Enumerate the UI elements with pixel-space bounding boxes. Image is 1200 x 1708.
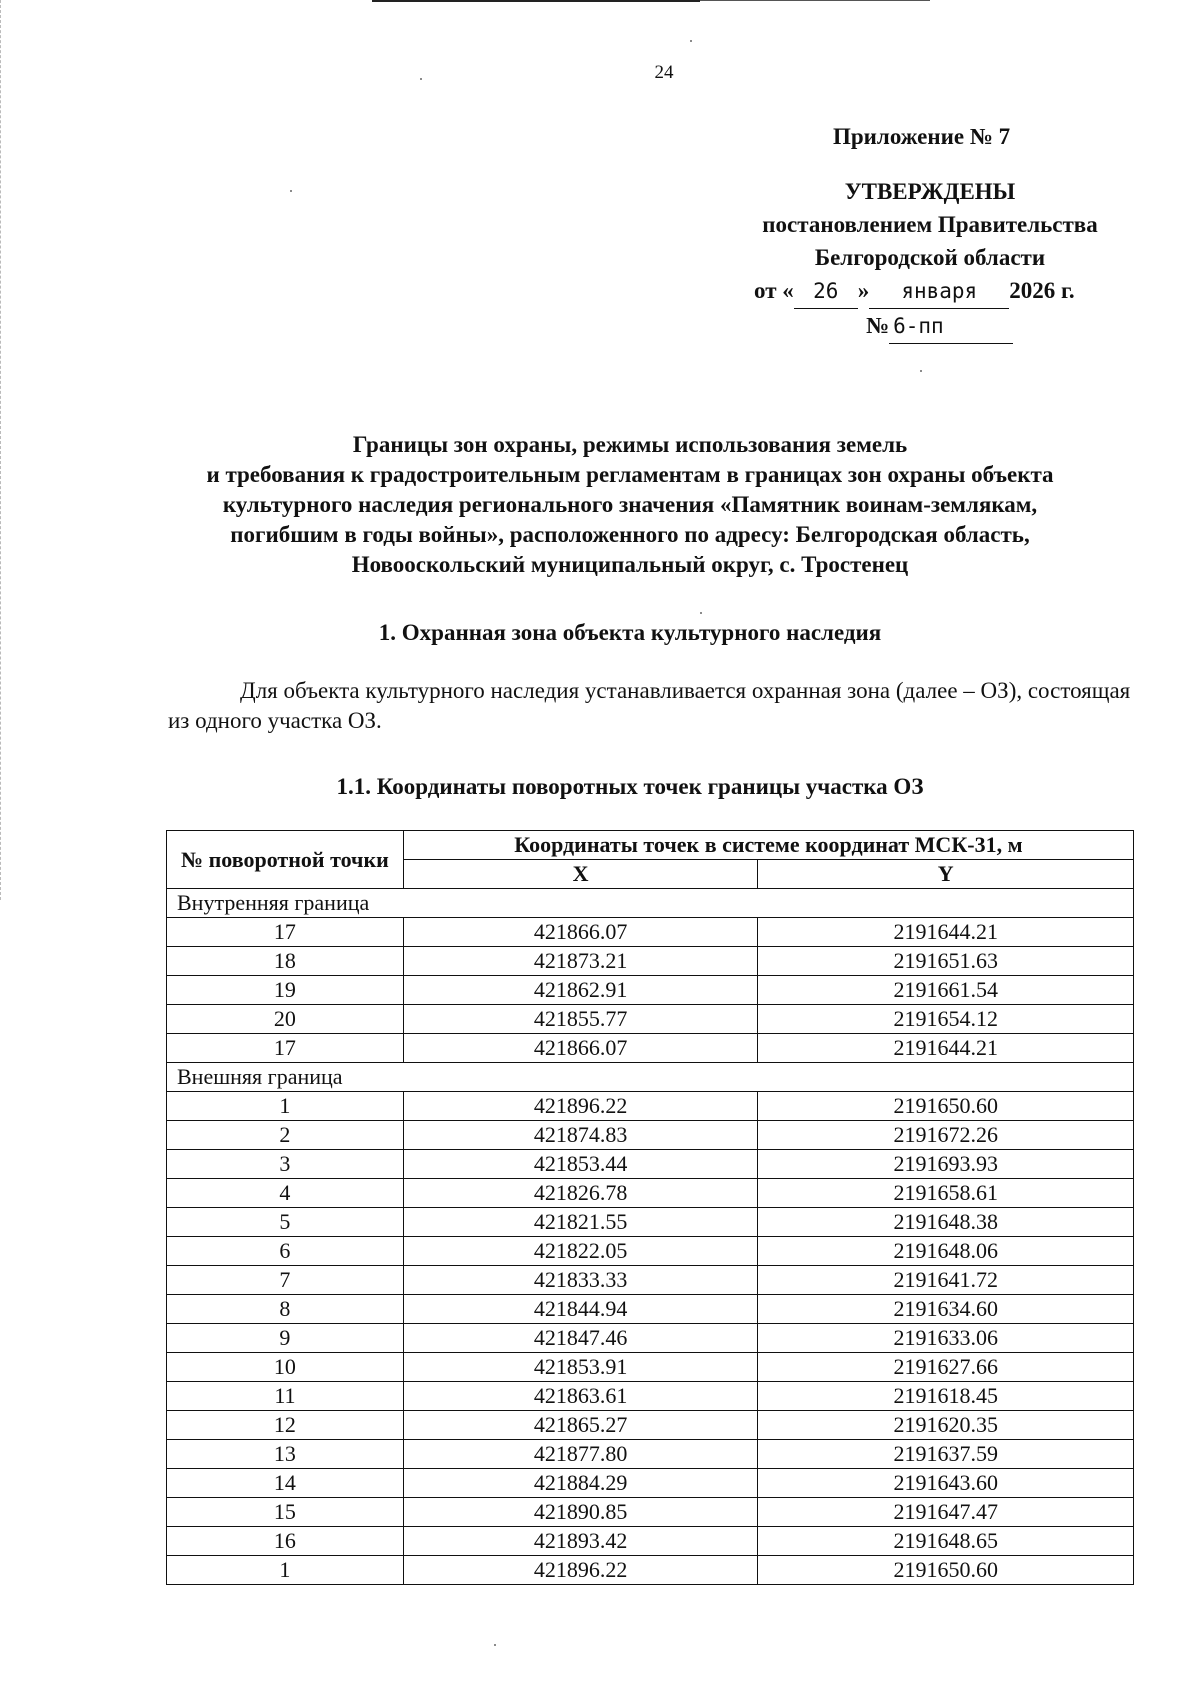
- y-coordinate-cell: 2191647.47: [758, 1498, 1134, 1527]
- point-number-cell: 20: [167, 1005, 404, 1034]
- table-row: [167, 1527, 1134, 1556]
- point-number-cell: 5: [167, 1208, 404, 1237]
- table-row: [167, 1440, 1134, 1469]
- body-paragraph: Для объекта культурного наследия устанавливается охранная зона (далее – ОЗ), состоящая из одного участка ОЗ.: [168, 678, 1131, 733]
- table-group-row: [167, 1063, 1134, 1092]
- point-number-cell: 6: [167, 1237, 404, 1266]
- x-coordinate-cell: 421873.21: [403, 947, 758, 976]
- y-coordinate-cell: 2191618.45: [758, 1382, 1134, 1411]
- number-value: 6-пп: [889, 310, 1013, 344]
- x-coordinate-cell: 421862.91: [403, 976, 758, 1005]
- x-coordinate-cell: 421866.07: [403, 918, 758, 947]
- approved-by-line: постановлением Правительства: [762, 212, 1098, 237]
- scan-speck: [420, 78, 422, 80]
- table-row: [167, 1266, 1134, 1295]
- y-coordinate-cell: 2191620.35: [758, 1411, 1134, 1440]
- point-number-cell: 17: [167, 918, 404, 947]
- y-coordinate-cell: 2191644.21: [758, 918, 1134, 947]
- y-coordinate-cell: 2191627.66: [758, 1353, 1134, 1382]
- y-coordinate-cell: 2191672.26: [758, 1121, 1134, 1150]
- point-number-cell: 4: [167, 1179, 404, 1208]
- y-coordinate-cell: 2191643.60: [758, 1469, 1134, 1498]
- y-coordinate-cell: 2191644.21: [758, 1034, 1134, 1063]
- table-row: [167, 1411, 1134, 1440]
- point-number-cell: 1: [167, 1556, 404, 1585]
- table-group-row: [167, 889, 1134, 918]
- document-title: [150, 430, 1110, 580]
- x-coordinate-cell: 421893.42: [403, 1527, 758, 1556]
- y-coordinate-cell: 2191654.12: [758, 1005, 1134, 1034]
- appendix-label: Приложение № 7: [833, 124, 1011, 149]
- x-coordinate-cell: 421865.27: [403, 1411, 758, 1440]
- scan-speck: [700, 612, 702, 614]
- point-number-cell: 9: [167, 1324, 404, 1353]
- table-row: [167, 976, 1134, 1005]
- table-row: [167, 1237, 1134, 1266]
- scan-speck: [290, 190, 292, 192]
- y-coordinate-cell: 2191658.61: [758, 1179, 1134, 1208]
- point-number-cell: 19: [167, 976, 404, 1005]
- y-coordinate-cell: 2191650.60: [758, 1556, 1134, 1585]
- header-y: Y: [758, 860, 1134, 889]
- x-coordinate-cell: 421826.78: [403, 1179, 758, 1208]
- table-row: [167, 1382, 1134, 1411]
- table-row: [167, 1092, 1134, 1121]
- document-title-line: культурного наследия регионального значения «Памятник воинам-землякам,: [222, 492, 1038, 517]
- scan-left-edge: [0, 0, 2, 900]
- point-number-cell: 13: [167, 1440, 404, 1469]
- table-row: [167, 947, 1134, 976]
- table-row: [167, 1005, 1134, 1034]
- document-title-line: погибшим в годы войны», расположенного по адресу: Белгородская область,: [230, 522, 1030, 547]
- x-coordinate-cell: 421833.33: [403, 1266, 758, 1295]
- table-row: [167, 1150, 1134, 1179]
- x-coordinate-cell: 421821.55: [403, 1208, 758, 1237]
- approved-region-line: Белгородской области: [814, 245, 1046, 270]
- table-row: [167, 1469, 1134, 1498]
- number-prefix: №: [866, 313, 890, 338]
- date-prefix: от «: [754, 278, 794, 303]
- scan-top-rule-faint: [700, 0, 930, 1]
- x-coordinate-cell: 421896.22: [403, 1092, 758, 1121]
- scan-speck: [920, 370, 922, 372]
- table-row: [167, 1121, 1134, 1150]
- coordinates-table: [166, 830, 1134, 1585]
- scan-speck: [494, 1644, 496, 1646]
- group-label: Внешняя граница: [167, 1063, 1134, 1092]
- y-coordinate-cell: 2191651.63: [758, 947, 1134, 976]
- x-coordinate-cell: 421822.05: [403, 1237, 758, 1266]
- approval-date-line: [730, 274, 1130, 309]
- point-number-cell: 15: [167, 1498, 404, 1527]
- x-coordinate-cell: 421896.22: [403, 1556, 758, 1585]
- point-number-cell: 18: [167, 947, 404, 976]
- document-title-line: Границы зон охраны, режимы использования земель: [352, 432, 908, 457]
- document-title-line: и требования к градостроительным регламентам в границах зон охраны объекта: [206, 462, 1054, 487]
- scan-top-rule: [372, 0, 700, 2]
- table-row: [167, 1324, 1134, 1353]
- x-coordinate-cell: 421874.83: [403, 1121, 758, 1150]
- coordinates-table-body: [167, 889, 1134, 1585]
- header-x: X: [403, 860, 758, 889]
- scan-speck: [690, 40, 692, 42]
- y-coordinate-cell: 2191648.38: [758, 1208, 1134, 1237]
- point-number-cell: 3: [167, 1150, 404, 1179]
- y-coordinate-cell: 2191693.93: [758, 1150, 1134, 1179]
- x-coordinate-cell: 421877.80: [403, 1440, 758, 1469]
- table-row: [167, 1498, 1134, 1527]
- point-number-cell: 11: [167, 1382, 404, 1411]
- group-label: Внутренняя граница: [167, 889, 1134, 918]
- y-coordinate-cell: 2191641.72: [758, 1266, 1134, 1295]
- x-coordinate-cell: 421855.77: [403, 1005, 758, 1034]
- x-coordinate-cell: 421866.07: [403, 1034, 758, 1063]
- x-coordinate-cell: 421853.91: [403, 1353, 758, 1382]
- y-coordinate-cell: 2191633.06: [758, 1324, 1134, 1353]
- y-coordinate-cell: 2191648.65: [758, 1527, 1134, 1556]
- x-coordinate-cell: 421890.85: [403, 1498, 758, 1527]
- x-coordinate-cell: 421863.61: [403, 1382, 758, 1411]
- point-number-cell: 17: [167, 1034, 404, 1063]
- y-coordinate-cell: 2191637.59: [758, 1440, 1134, 1469]
- page-number: 24: [654, 62, 674, 83]
- table-row: [167, 1208, 1134, 1237]
- point-number-cell: 1: [167, 1092, 404, 1121]
- table-row: [167, 1353, 1134, 1382]
- x-coordinate-cell: 421847.46: [403, 1324, 758, 1353]
- header-coordinate-system: Координаты точек в системе координат МСК-31, м: [403, 831, 1133, 860]
- table-row: [167, 1295, 1134, 1324]
- x-coordinate-cell: 421884.29: [403, 1469, 758, 1498]
- point-number-cell: 2: [167, 1121, 404, 1150]
- date-day: 26: [794, 275, 858, 309]
- point-number-cell: 10: [167, 1353, 404, 1382]
- y-coordinate-cell: 2191661.54: [758, 976, 1134, 1005]
- x-coordinate-cell: 421853.44: [403, 1150, 758, 1179]
- table-title: 1.1. Координаты поворотных точек границы участка ОЗ: [336, 774, 924, 799]
- point-number-cell: 12: [167, 1411, 404, 1440]
- y-coordinate-cell: 2191650.60: [758, 1092, 1134, 1121]
- point-number-cell: 16: [167, 1527, 404, 1556]
- approved-heading: УТВЕРЖДЕНЫ: [844, 179, 1016, 204]
- point-number-cell: 7: [167, 1266, 404, 1295]
- document-title-line: Новооскольский муниципальный округ, с. Тростенец: [351, 552, 909, 577]
- date-month: января: [869, 275, 1009, 309]
- point-number-cell: 8: [167, 1295, 404, 1324]
- table-row: [167, 1556, 1134, 1585]
- section-title: 1. Охранная зона объекта культурного наследия: [378, 620, 882, 645]
- approval-number-line: [730, 309, 1130, 344]
- approval-block: [730, 120, 1130, 344]
- table-row: [167, 1179, 1134, 1208]
- point-number-cell: 14: [167, 1469, 404, 1498]
- date-year: 2026 г.: [1009, 278, 1075, 303]
- table-row: [167, 1034, 1134, 1063]
- x-coordinate-cell: 421844.94: [403, 1295, 758, 1324]
- header-point-number: № поворотной точки: [167, 831, 404, 889]
- table-row: [167, 918, 1134, 947]
- y-coordinate-cell: 2191648.06: [758, 1237, 1134, 1266]
- date-mid: »: [857, 278, 870, 303]
- y-coordinate-cell: 2191634.60: [758, 1295, 1134, 1324]
